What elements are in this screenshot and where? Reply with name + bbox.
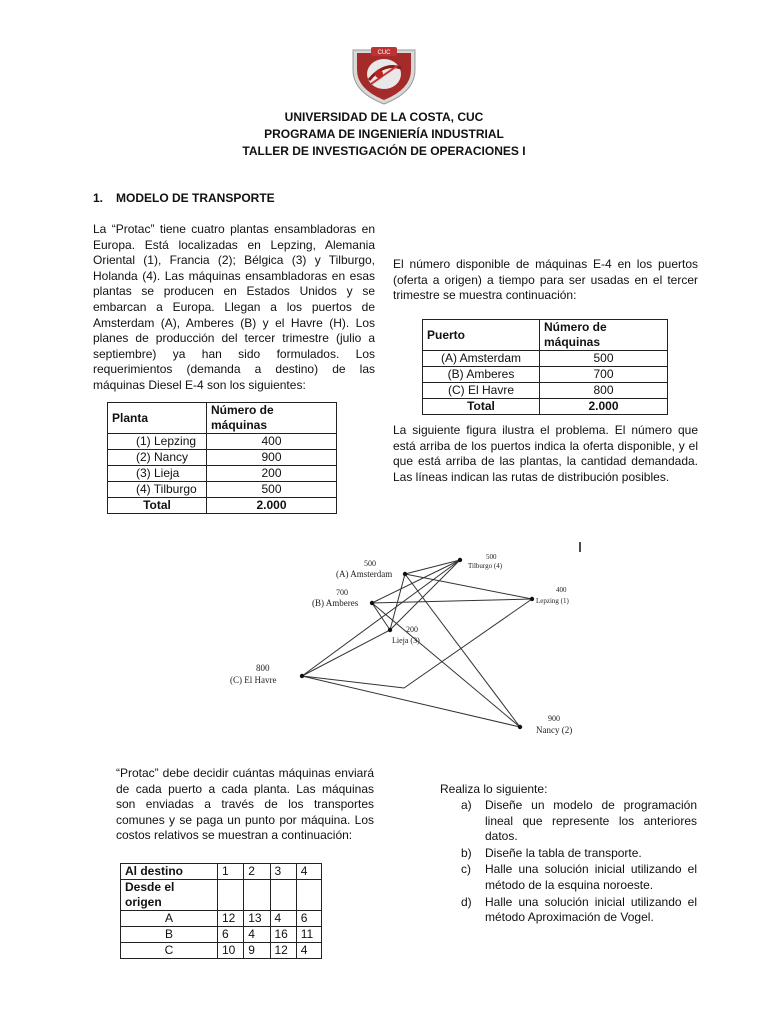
- task-text: Halle una solución inicial utilizando el método de la esquina noroeste.: [485, 862, 697, 892]
- port-count: 700: [540, 367, 668, 383]
- route-line: [372, 599, 532, 603]
- port-count: 800: [540, 383, 668, 399]
- logo-text: CUC: [377, 50, 391, 56]
- cost-table: [120, 863, 322, 959]
- route-line: [372, 560, 460, 603]
- cost-cell: 16: [270, 927, 296, 943]
- plant-name: (4) Tilburgo: [108, 482, 207, 498]
- cost-cell: 9: [244, 943, 270, 959]
- port-name: (C) El Havre: [423, 383, 540, 399]
- university-name: UNIVERSIDAD DE LA COSTA, CUC: [284, 110, 484, 124]
- node-tilburgo: [458, 558, 462, 562]
- cost-cell: 4: [244, 927, 270, 943]
- dest-column: 4: [296, 864, 321, 880]
- intro-paragraph: La “Protac” tiene cuatro plantas ensambladoras en Europa. Está localizadas en Lepzing, Alemania Oriental (1), Francia (2); Bélgica (3) y Tilburgo, Holanda (4). Las máquinas ensambladoras en esas plantas se producen en Estados Unidos y se embarcan a Europa. Llegan a los puertos de Amsterdam (A), Amberes (B) y el Havre (H). Los planes de producción del tercer trimestre (julio a septiembre) ya han sido formulados. Los requerimientos (demanda a destino) de las máquinas Diesel E-4 son los siguientes:: [93, 222, 375, 392]
- program-name: PROGRAMA DE INGENIERÍA INDUSTRIAL: [264, 127, 504, 141]
- task-label: d): [461, 894, 472, 909]
- cost-cell: 10: [218, 943, 244, 959]
- port-count: 500: [540, 351, 668, 367]
- cost-cell: 6: [218, 927, 244, 943]
- total-value: 2.000: [540, 399, 668, 415]
- table-total-row: [423, 399, 668, 415]
- node-lepzing: [530, 597, 534, 601]
- port-count-header: Número de máquinas: [540, 320, 668, 351]
- table-row: [121, 911, 322, 927]
- plant-label: Nancy (2): [536, 725, 573, 735]
- plant-count: 400: [207, 434, 337, 450]
- supply-value: 500: [364, 559, 376, 568]
- workshop-title: TALLER DE INVESTIGACIÓN DE OPERACIONES I: [242, 144, 526, 158]
- port-header: Puerto: [423, 320, 540, 351]
- task-label: c): [461, 862, 471, 877]
- section-title: MODELO DE TRANSPORTE: [116, 191, 275, 205]
- cost-paragraph: “Protac” debe decidir cuántas máquinas enviará de cada puerto a cada planta. Las máquinas son enviadas a través de los transportes comunes y se paga un punto por máquina. Los costos relativos se muestran a continuación:: [116, 766, 374, 843]
- list-item: [455, 846, 697, 862]
- table-row: [108, 482, 337, 498]
- supply-value: 800: [256, 663, 270, 673]
- demand-value: 400: [556, 586, 567, 594]
- plant-label: Tilburgo (4): [468, 562, 503, 570]
- port-name: (B) Amberes: [423, 367, 540, 383]
- plant-header: Planta: [108, 403, 207, 434]
- node-amsterdam: [403, 572, 407, 576]
- total-label: Total: [423, 399, 540, 415]
- cost-cell: 4: [270, 911, 296, 927]
- route-line: [302, 630, 390, 676]
- plant-count: 900: [207, 450, 337, 466]
- plant-count: 500: [207, 482, 337, 498]
- table-total-row: [108, 498, 337, 514]
- plant-label: Lepzing (1): [536, 597, 569, 605]
- port-supply-table: [422, 319, 668, 415]
- plant-demand-table: [107, 402, 337, 514]
- table-row: [108, 434, 337, 450]
- distribution-network-diagram: [222, 525, 592, 755]
- figure-paragraph: La siguiente figura ilustra el problema. El número que está arriba de los puertos indica la oferta disponible, y el que está arriba de las plantas, la cantidad demandada. Las líneas indican las rutas de distribución posibles.: [393, 423, 698, 484]
- plant-name: (1) Lepzing: [108, 434, 207, 450]
- node-el-havre: [300, 674, 304, 678]
- task-text: Diseñe un modelo de programación lineal que represente los anteriores datos.: [485, 798, 697, 844]
- total-value: 2.000: [207, 498, 337, 514]
- node-nancy: [518, 725, 522, 729]
- origin-label: Desde el origen: [121, 880, 218, 911]
- plant-count-header: Número de máquinas: [207, 403, 337, 434]
- cost-cell: 12: [270, 943, 296, 959]
- demand-value: 500: [486, 553, 497, 561]
- list-item: [455, 798, 697, 845]
- route-line: [372, 603, 520, 727]
- plant-label: Lieja (3): [392, 636, 420, 645]
- cost-cell: 11: [296, 927, 321, 943]
- task-text: Halle una solución inicial utilizando el método Aproximación de Vogel.: [485, 894, 697, 925]
- tasks-intro: Realiza lo siguiente:: [440, 782, 548, 796]
- dest-column: 2: [244, 864, 270, 880]
- cost-cell: 6: [296, 911, 321, 927]
- origin-name: B: [121, 927, 218, 943]
- origin-name: A: [121, 911, 218, 927]
- plant-name: (2) Nancy: [108, 450, 207, 466]
- plant-name: (3) Lieja: [108, 466, 207, 482]
- table-row: [108, 466, 337, 482]
- list-item: [455, 862, 697, 893]
- port-name: (A) Amsterdam: [423, 351, 540, 367]
- cost-cell: 4: [296, 943, 321, 959]
- node-lieja: [388, 628, 392, 632]
- route-line: [405, 560, 460, 574]
- dest-column: 1: [218, 864, 244, 880]
- port-label: (C) El Havre: [230, 675, 277, 685]
- ports-paragraph: El número disponible de máquinas E-4 en los puertos (oferta a origen) a tiempo para ser usadas en el tercer trimestre se muestra continuación:: [393, 257, 698, 303]
- task-label: a): [461, 798, 472, 812]
- table-row: [121, 927, 322, 943]
- list-item: [455, 895, 697, 926]
- cost-cell: 12: [218, 911, 244, 927]
- task-list: [455, 798, 697, 927]
- task-text: Diseñe la tabla de transporte.: [485, 845, 642, 860]
- supply-value: 700: [336, 588, 348, 597]
- table-row: [423, 351, 668, 367]
- route-line: [390, 560, 460, 630]
- port-label: (B) Amberes: [312, 598, 359, 608]
- demand-value: 200: [406, 625, 418, 634]
- port-label: (A) Amsterdam: [336, 569, 393, 579]
- section-number: 1.: [93, 191, 104, 205]
- table-row: [423, 383, 668, 399]
- dest-label: Al destino: [121, 864, 218, 880]
- table-row: [108, 450, 337, 466]
- total-label: Total: [108, 498, 207, 514]
- university-logo: [349, 44, 419, 106]
- plant-count: 200: [207, 466, 337, 482]
- route-line: [372, 603, 390, 630]
- origin-name: C: [121, 943, 218, 959]
- table-row: [423, 367, 668, 383]
- cost-cell: 13: [244, 911, 270, 927]
- node-amberes: [370, 601, 374, 605]
- demand-value: 900: [548, 714, 560, 723]
- dest-column: 3: [270, 864, 296, 880]
- table-row: [121, 943, 322, 959]
- task-label: b): [461, 845, 472, 860]
